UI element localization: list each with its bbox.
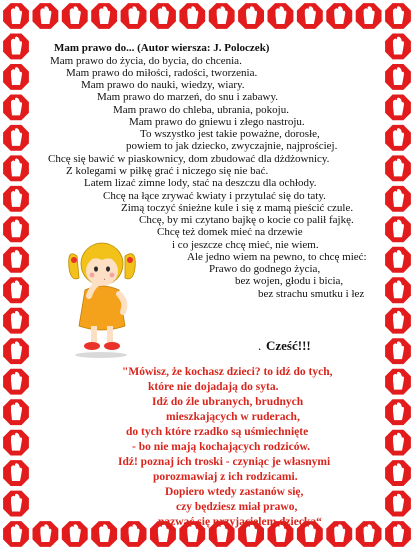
hand-in-octagon-icon — [385, 186, 411, 212]
hand-in-octagon-icon — [3, 338, 29, 364]
hand-in-octagon-icon — [3, 430, 29, 456]
quote-line: "Mówisz, że kochasz dzieci? to idź do tych, — [122, 366, 333, 378]
hand-in-octagon-icon — [385, 430, 411, 456]
poem-line: Mam prawo do chleba, ubrania, pokoju. — [113, 104, 289, 116]
hand-in-octagon-icon — [3, 125, 29, 151]
hand-in-octagon-icon — [179, 3, 205, 29]
hand-in-octagon-icon — [3, 34, 29, 60]
hand-in-octagon-icon — [91, 521, 117, 547]
hand-in-octagon-icon — [326, 3, 352, 29]
hand-in-octagon-icon — [3, 460, 29, 486]
greeting-dot: . — [258, 338, 262, 353]
poem-line: Chcę na łące zrywać kwiaty i przytulać się do taty. — [103, 190, 326, 202]
poem-line: To wszystko jest takie poważne, dorosłe, — [140, 128, 320, 140]
hand-in-octagon-icon — [385, 491, 411, 517]
poem-line: powiem to jak dziecko, zwyczajnie, najprościej. — [126, 140, 338, 152]
poem-line: Latem lizać zimne lody, stać na deszczu dla ochłody. — [84, 177, 317, 189]
hand-in-octagon-icon — [3, 216, 29, 242]
hand-in-octagon-icon — [3, 186, 29, 212]
hand-in-octagon-icon — [385, 216, 411, 242]
hand-in-octagon-icon — [268, 3, 294, 29]
hand-in-octagon-icon — [385, 399, 411, 425]
quote-line: Dopiero wtedy zastanów się, — [165, 486, 304, 498]
hand-in-octagon-icon — [385, 155, 411, 181]
quote-line: czy będziesz miał prawo, — [176, 501, 298, 513]
poem-line: Prawo do godnego życia, — [209, 263, 321, 275]
poem-line: Zimą toczyć śnieżne kule i się z mamą pieścić czule. — [121, 202, 354, 214]
poem-line: Mam prawo do miłości, radości, tworzenia. — [66, 67, 258, 79]
poem-line: bez strachu smutku i łez — [258, 288, 365, 300]
hand-in-octagon-icon — [238, 3, 264, 29]
hand-in-octagon-icon — [62, 521, 88, 547]
hand-in-octagon-icon — [33, 521, 59, 547]
hand-in-octagon-icon — [385, 277, 411, 303]
poem-line: Z kolegami w piłkę grać i niczego się nie bać. — [66, 165, 269, 177]
poem-line: Chcę też domek mieć na drzewie — [157, 226, 303, 238]
poem-line: Chcę, by mi czytano bajkę o kocie co palił fajkę. — [139, 214, 354, 226]
poem-line: Mam prawo do nauki, wiedzy, wiary. — [81, 79, 245, 91]
quote-line: Idź do źle ubranych, brudnych — [152, 396, 304, 408]
hand-in-octagon-icon — [3, 277, 29, 303]
poem-line: Mam prawo do gniewu i złego nastroju. — [129, 116, 305, 128]
quote-line: - bo nie mają kochających rodziców. — [132, 441, 311, 453]
quote-line: nazwać się przyjacielem dziecka“ — [158, 516, 322, 528]
poem-line: Mam prawo do życia, do bycia, do chcenia. — [50, 55, 242, 67]
quote-line: do tych które rzadko są uśmiechnięte — [126, 426, 309, 438]
hand-in-octagon-icon — [385, 460, 411, 486]
poem-line: i co jeszcze chcę mieć, nie wiem. — [172, 239, 319, 251]
hand-in-octagon-icon — [3, 399, 29, 425]
poem-line: Ale jedno wiem na pewno, to chcę mieć: — [187, 251, 367, 263]
hand-in-octagon-icon — [33, 3, 59, 29]
hand-in-octagon-icon — [385, 521, 411, 547]
hand-in-octagon-icon — [326, 521, 352, 547]
cartoon-girl-illustration — [63, 238, 141, 358]
hand-in-octagon-icon — [385, 3, 411, 29]
hand-in-octagon-icon — [209, 3, 235, 29]
hand-in-octagon-icon — [3, 308, 29, 334]
hand-in-octagon-icon — [297, 3, 323, 29]
greeting: Cześć!!! — [266, 338, 311, 353]
hand-in-octagon-icon — [3, 64, 29, 90]
hand-in-octagon-icon — [62, 3, 88, 29]
hand-in-octagon-icon — [3, 155, 29, 181]
quote-line: porozmawiaj z ich rodzicami. — [153, 471, 298, 483]
poem-line: Chcę się bawić w piaskownicy, dom zbudować dla dżdżownicy. — [48, 153, 330, 165]
quote-line: Idź! poznaj ich troski - czyniąc je własnymi — [118, 456, 331, 468]
hand-in-octagon-icon — [3, 3, 29, 29]
hand-in-octagon-icon — [385, 64, 411, 90]
hand-in-octagon-icon — [121, 3, 147, 29]
hand-in-octagon-icon — [150, 3, 176, 29]
hand-in-octagon-icon — [385, 34, 411, 60]
hand-in-octagon-icon — [385, 369, 411, 395]
hand-in-octagon-icon — [3, 369, 29, 395]
poem-line: Mam prawo do marzeń, do snu i zabawy. — [97, 91, 279, 103]
hand-in-octagon-icon — [385, 125, 411, 151]
hand-in-octagon-icon — [385, 338, 411, 364]
hand-in-octagon-icon — [385, 308, 411, 334]
quote-line: mieszkających w ruderach, — [166, 411, 300, 423]
hand-in-octagon-icon — [3, 247, 29, 273]
hand-in-octagon-icon — [385, 95, 411, 121]
hand-in-octagon-icon — [3, 521, 29, 547]
poem-line: bez wojen, głodu i bicia, — [235, 275, 344, 287]
hand-in-octagon-icon — [356, 521, 382, 547]
hand-in-octagon-icon — [3, 95, 29, 121]
hand-in-octagon-icon — [91, 3, 117, 29]
poem-title: Mam prawo do... (Autor wiersza: J. Poloczek) — [54, 42, 270, 54]
hand-in-octagon-icon — [121, 521, 147, 547]
hand-in-octagon-icon — [385, 247, 411, 273]
quote-line: które nie dojadają do syta. — [148, 381, 279, 393]
hand-in-octagon-icon — [3, 491, 29, 517]
hand-in-octagon-icon — [356, 3, 382, 29]
